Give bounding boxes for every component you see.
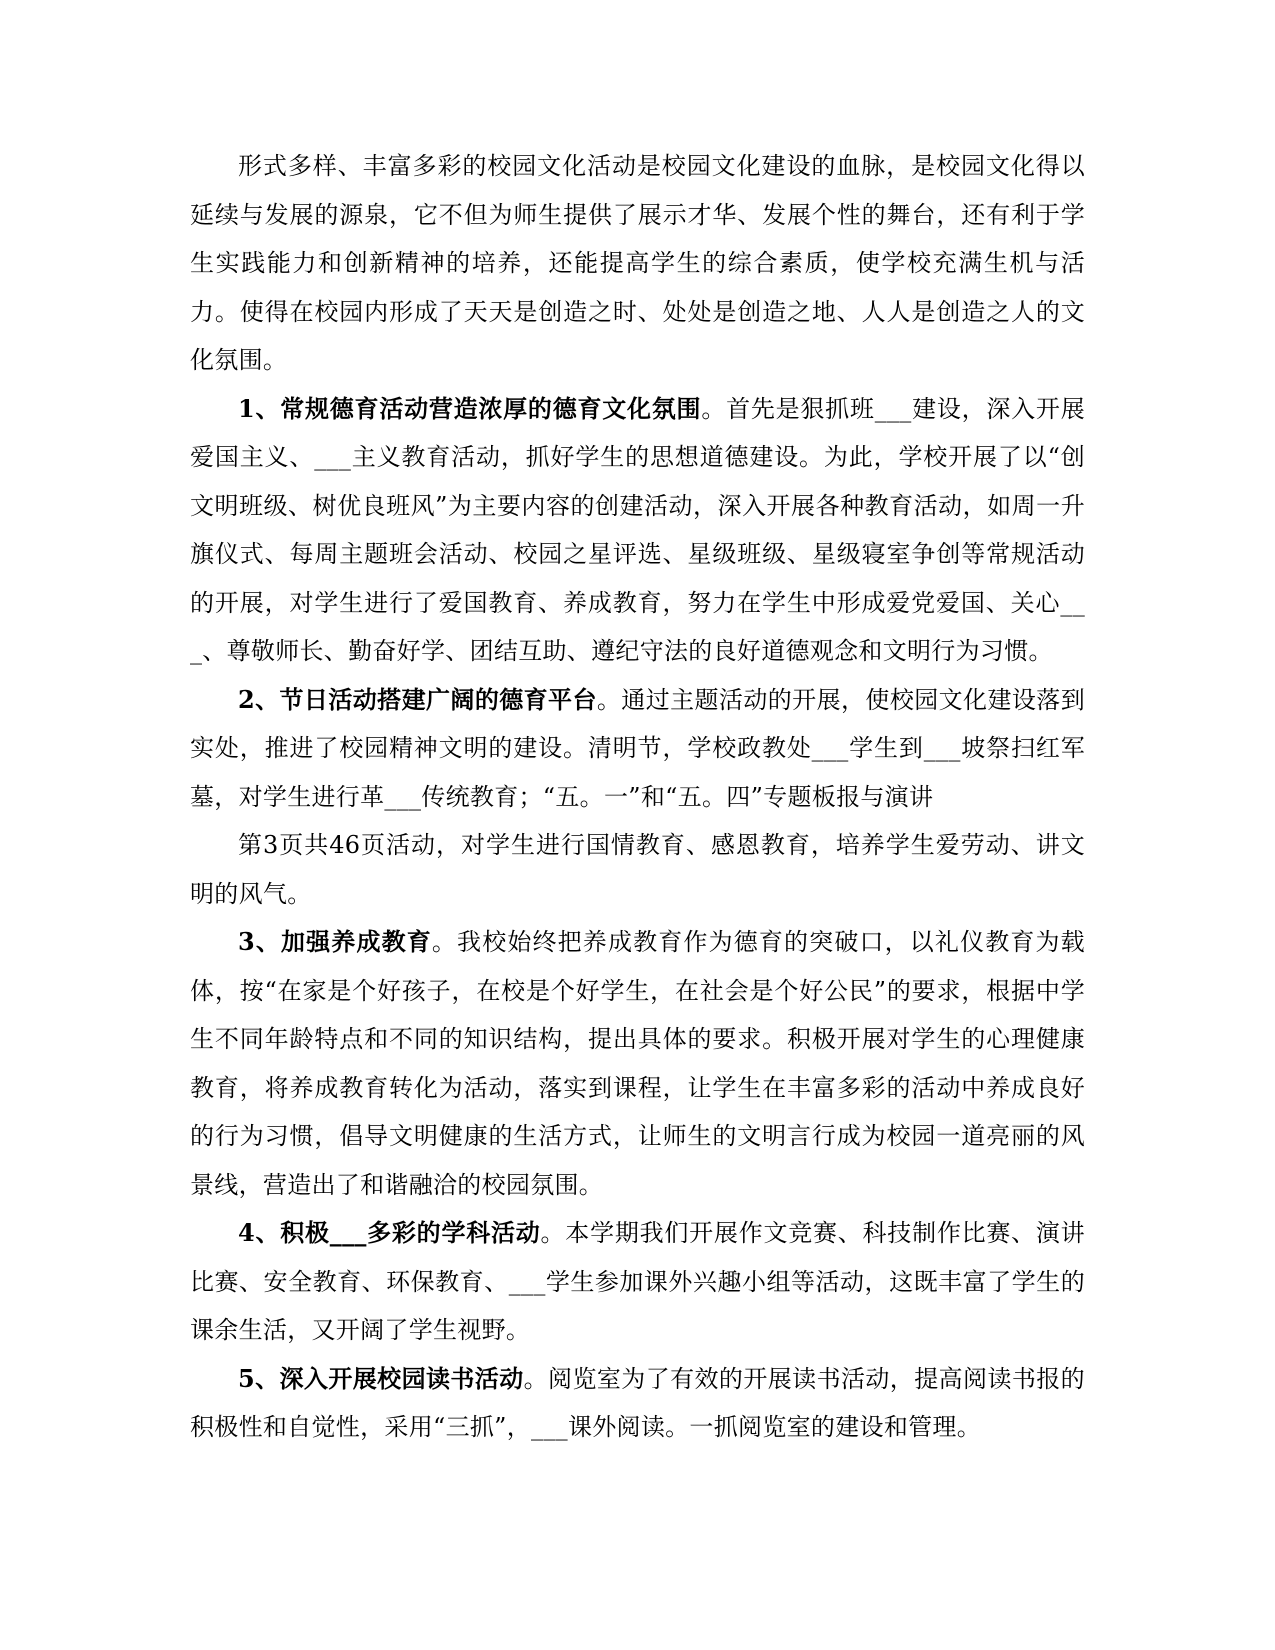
section-5-heading: 5、深入开展校园读书活动 [238, 1363, 524, 1393]
section-3-text: 。我校始终把养成教育作为德育的突破口，以礼仪教育为载体，按“在家是个好孩子，在校是个好学生，在社会是个好公民”的要求，根据中学生不同年龄特点和不同的知识结构，提出具体的要求。积极开展对学生的心理健康教育，将养成教育转化为活动，落实到课程，让学生在丰富多彩的活动中养成良好的行为习惯，倡导文明健康的生活方式，让师生的文明言行成为校园一道亮丽的风景线，营造出了和谐融洽的校园氛围。 [190, 928, 1085, 1199]
paragraph-text: 形式多样、丰富多彩的校园文化活动是校园文化建设的血脉，是校园文化得以延续与发展的源泉，它不但为师生提供了展示才华、发展个性的舞台，还有利于学生实践能力和创新精神的培养，还能提高学生的综合素质，使学校充满生机与活力。使得在校园内形成了天天是创造之时、处处是创造之地、人人是创造之人的文化氛围。 [190, 152, 1085, 374]
section-3-paragraph [190, 918, 1085, 1209]
section-2-continuation [190, 821, 1085, 918]
section-5-text: 。阅览室为了有效的开展读书活动，提高阅读书报的积极性和自觉性，采用“三抓”，___课外阅读。一抓阅览室的建设和管理。 [190, 1364, 1085, 1441]
section-1-text: 。首先是狠抓班___建设，深入开展爱国主义、___主义教育活动，抓好学生的思想道德建设。为此，学校开展了以“创文明班级、树优良班风”为主要内容的创建活动，深入开展各种教育活动，如周一升旗仪式、每周主题班会活动、校园之星评选、星级班级、星级寝室争创等常规活动的开展，对学生进行了爱国教育、养成教育，努力在学生中形成爱党爱国、关心___、尊敬师长、勤奋好学、团结互助、遵纪守法的良好道德观念和文明行为习惯。 [190, 394, 1085, 665]
section-3-heading: 3、加强养成教育 [238, 927, 432, 956]
page-marker-text: 第3页共46页活动，对学生进行国情教育、感恩教育，培养学生爱劳动、讲文明的风气。 [190, 831, 1085, 908]
section-4-heading: 4、积极___多彩的学科活动 [238, 1218, 541, 1247]
section-5-paragraph [190, 1355, 1085, 1452]
section-2-paragraph [190, 676, 1085, 822]
section-4-paragraph [190, 1209, 1085, 1355]
section-2-heading: 2、节日活动搭建广阔的德育平台 [238, 684, 597, 714]
section-1-heading: 1、常规德育活动营造浓厚的德育文化氛围 [238, 393, 702, 423]
section-1-paragraph [190, 385, 1085, 676]
section-2-text: 。通过主题活动的开展，使校园文化建设落到实处，推进了校园精神文明的建设。清明节，学校政教处___学生到___坡祭扫红军墓，对学生进行革___传统教育；“五。一”和“五。四”专题板报与演讲 [190, 685, 1085, 811]
document-body [190, 142, 1085, 1452]
section-4-text: 。本学期我们开展作文竞赛、科技制作比赛、演讲比赛、安全教育、环保教育、___学生参加课外兴趣小组等活动，这既丰富了学生的课余生活，又开阔了学生视野。 [190, 1219, 1085, 1344]
intro-paragraph [190, 142, 1085, 385]
